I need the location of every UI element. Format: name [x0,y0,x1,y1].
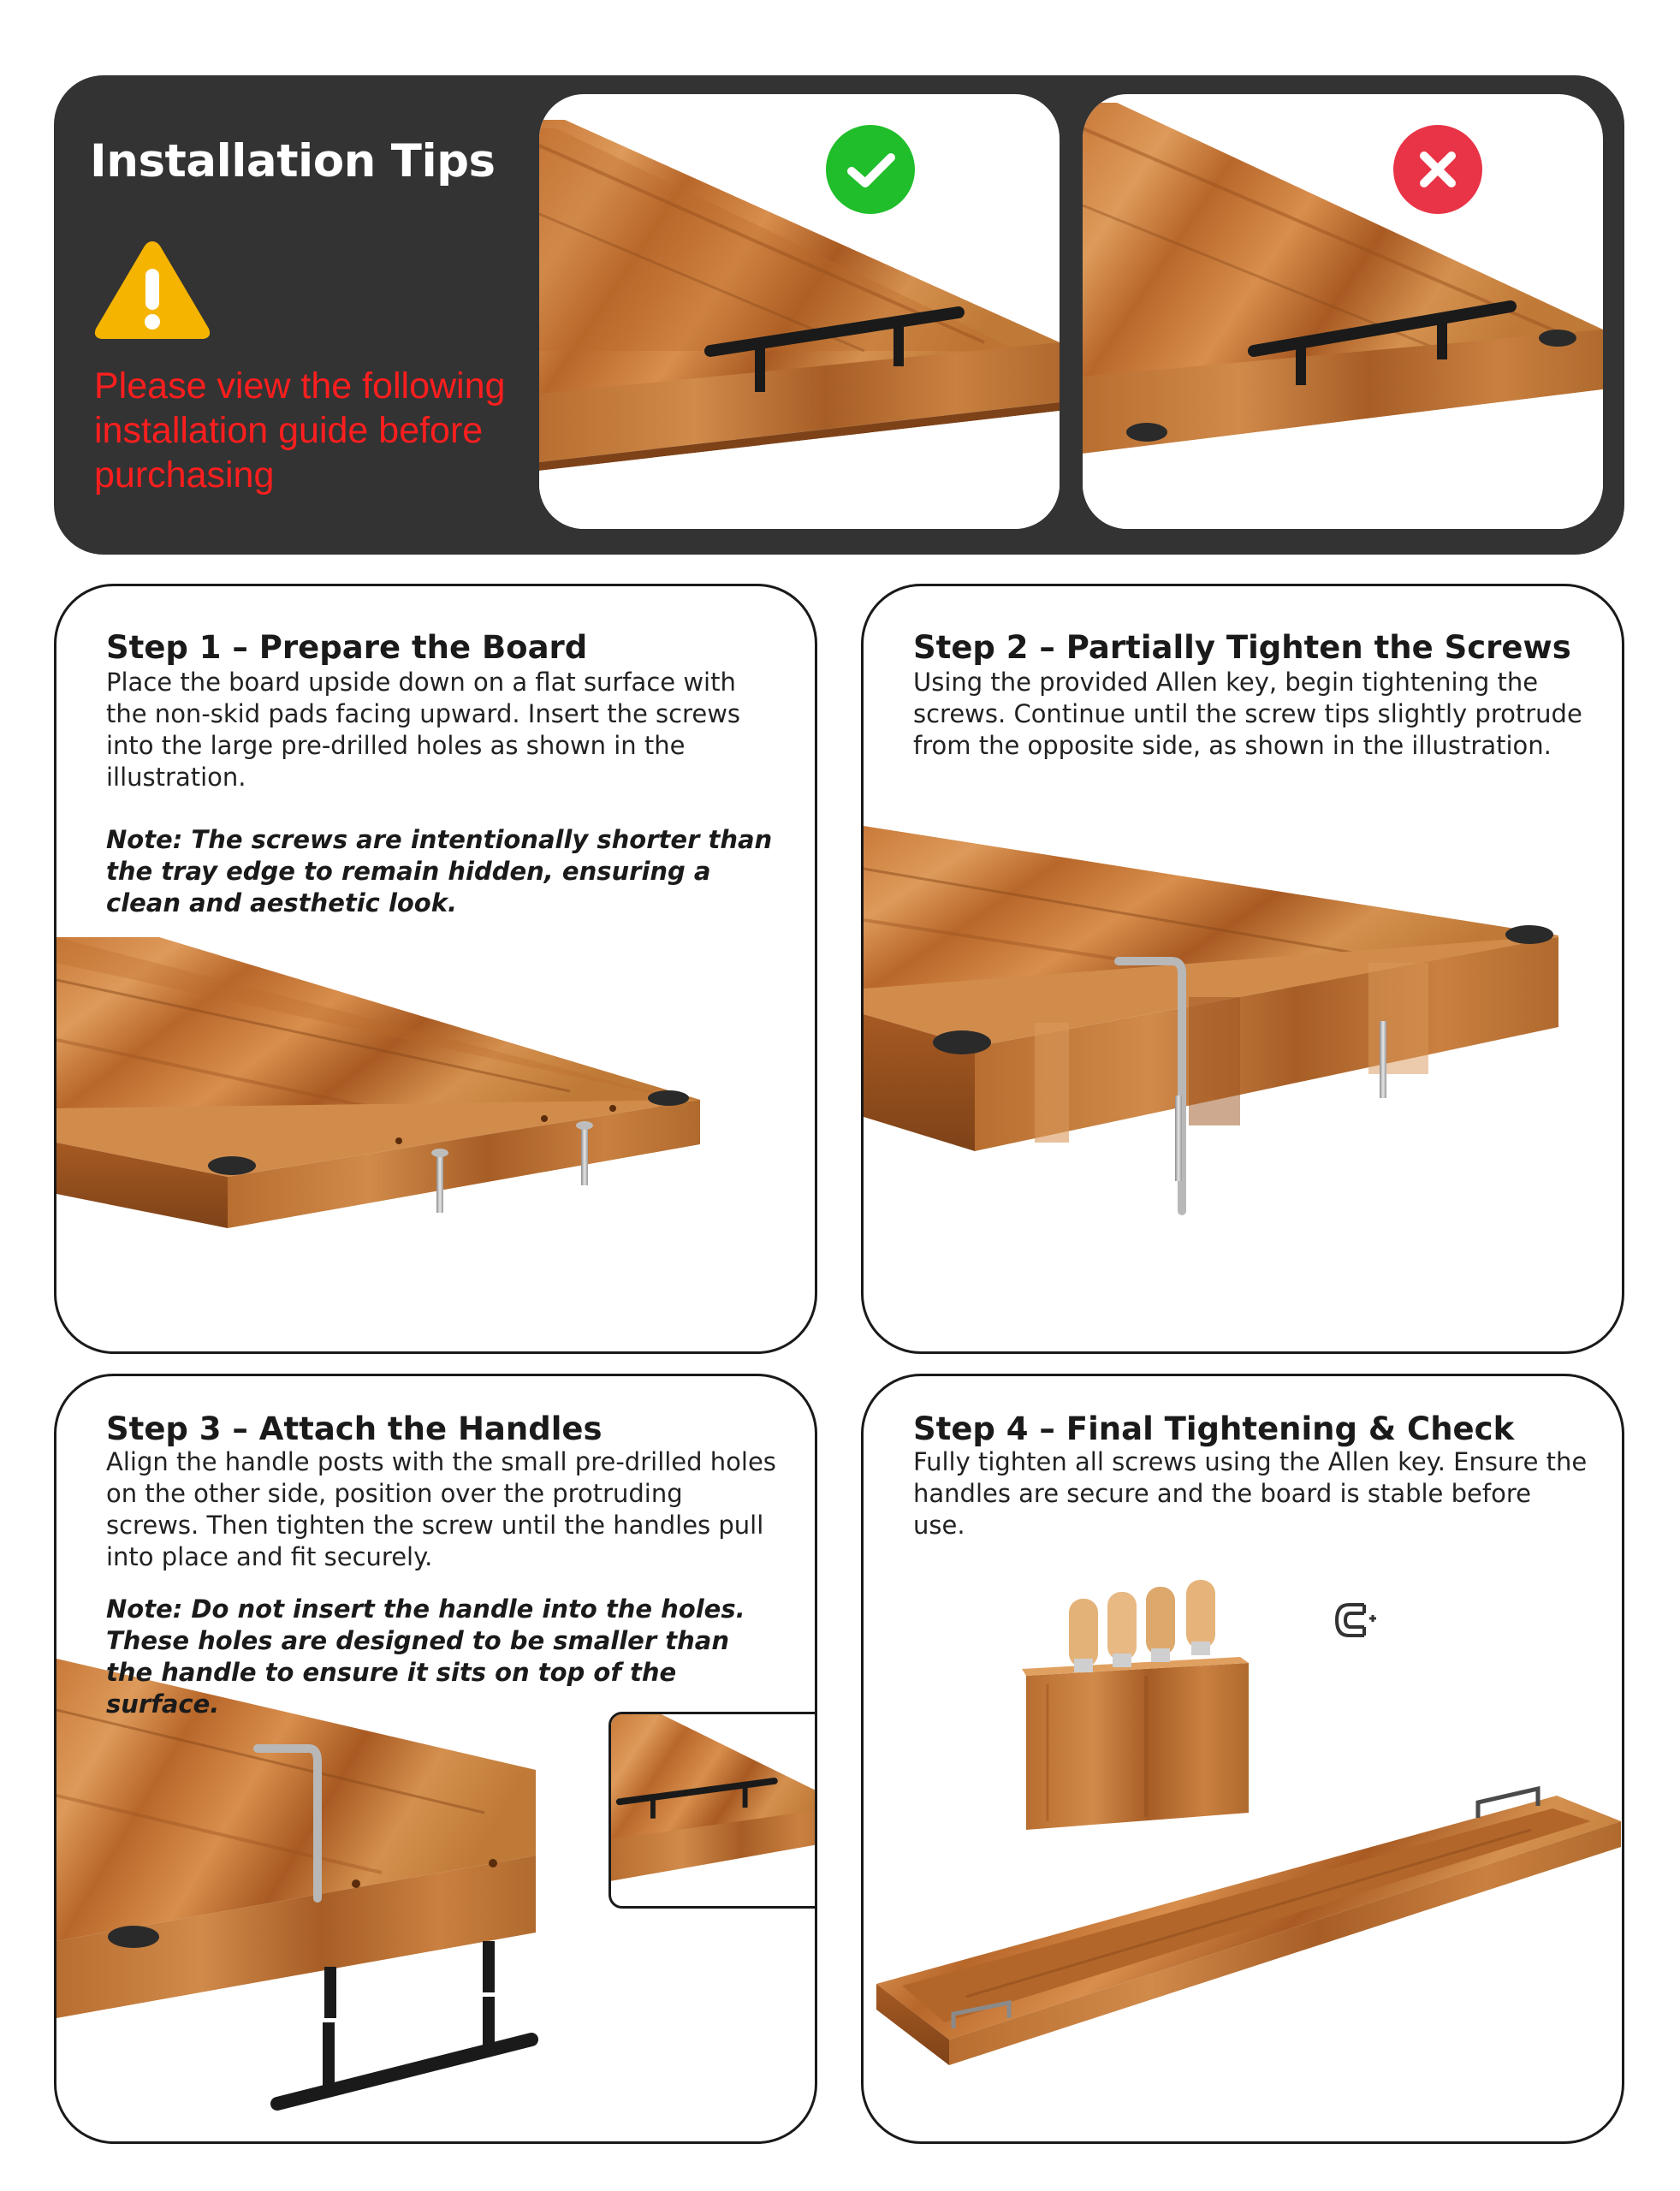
step-3-title: Step 3 – Attach the Handles [106,1410,603,1447]
step-2-title: Step 2 – Partially Tighten the Screws [913,629,1571,666]
step-4-card [861,1374,1624,2144]
warning-icon [92,236,212,344]
incorrect-installation-photo [1083,94,1603,529]
step-1-illustration [56,911,817,1354]
check-icon [826,125,915,214]
step-3-inset-detail [608,1712,817,1909]
step-1-note: Note: The screws are intentionally shorter than the tray edge to remain hidden, ensuring a clean and aesthetic look. [106,825,773,917]
step-3-card [54,1374,817,2144]
step-1-title: Step 1 – Prepare the Board [106,629,588,666]
magnet-icon [1330,1594,1381,1646]
banner-title: Installation Tips [90,135,496,187]
knife-handles [1069,1580,1215,1672]
step-3-body: Align the handle posts with the small pre-drilled holes on the other side, position over the protruding screws. Then tighten the screw until the handles pull into place and fit securely. [106,1447,776,1571]
step-2-body: Using the provided Allen key, begin tightening the screws. Continue until the screw tips slightly protrude from the opposite side, as shown in the illustration. [913,668,1582,760]
warning-text: Please view the following installation guide before purchasing [94,365,506,496]
step-1-body: Place the board upside down on a flat surface with the non-skid pads facing upward. Insert the screws into the large pre-drilled holes as shown in the illustration. [106,668,741,792]
step-4-title: Step 4 – Final Tightening & Check [913,1410,1515,1447]
correct-installation-photo [539,94,1060,529]
step-2-illustration [864,817,1624,1354]
close-icon [1393,125,1482,214]
step-4-illustration [864,1565,1624,2144]
step-2-card [861,584,1624,1354]
step-1-card [54,584,817,1354]
step-4-body: Fully tighten all screws using the Allen key. Ensure the handles are secure and the board is stable before use. [913,1447,1588,1540]
step-3-note: Note: Do not insert the handle into the holes. These holes are designed to be smaller than the handle to ensure it sits on top of the surface. [106,1594,745,1719]
